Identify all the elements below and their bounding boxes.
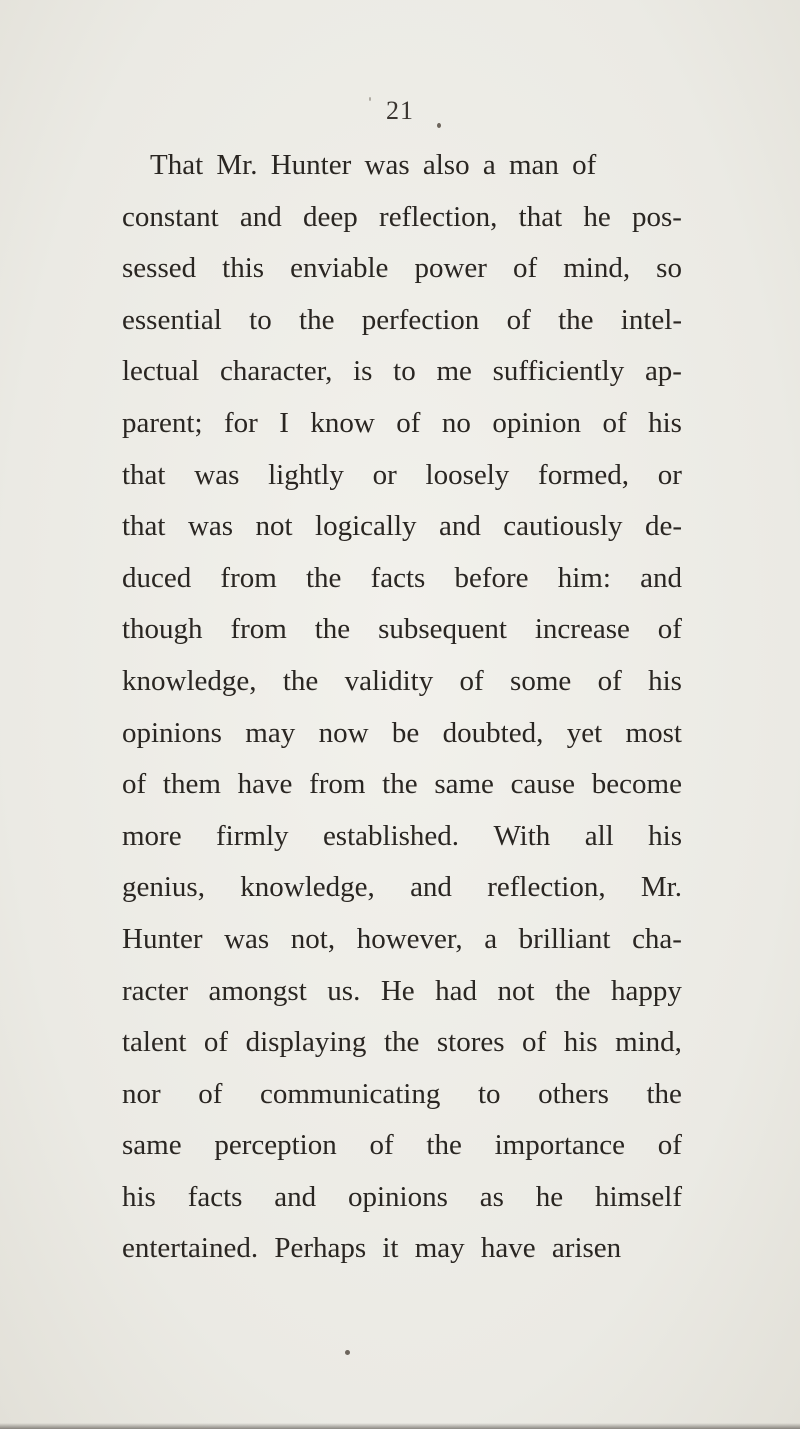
text-line-5: lectual character, is to me sufficiently ap-: [122, 355, 682, 388]
text-line-11: knowledge, the validity of some of his: [122, 664, 682, 697]
text-line-19: nor of communicating to others the: [122, 1077, 682, 1110]
text-line-10: though from the subsequent increase of: [122, 613, 682, 646]
text-line-16: Hunter was not, however, a brilliant cha-: [122, 922, 682, 955]
text-line-1: That Mr. Hunter was also a man of: [150, 149, 597, 181]
text-line-15: genius, knowledge, and reflection, Mr.: [122, 871, 682, 904]
text-line-6: parent; for I know of no opinion of his: [122, 406, 682, 439]
ink-speck: [369, 97, 371, 101]
text-line-7: that was lightly or loosely formed, or: [122, 458, 682, 491]
text-line-12: opinions may now be doubted, yet most: [122, 716, 682, 749]
text-line-17: racter amongst us. He had not the happy: [122, 974, 682, 1007]
text-line-3: sessed this enviable power of mind, so: [122, 252, 682, 285]
body-text: [122, 140, 682, 1275]
text-line-20: same perception of the importance of: [122, 1129, 682, 1162]
text-line-21: his facts and opinions as he himself: [122, 1180, 682, 1213]
text-line-8: that was not logically and cautiously de-: [122, 510, 682, 543]
text-line-14: more firmly established. With all his: [122, 819, 682, 852]
ink-speck: [437, 123, 441, 128]
text-line-4: essential to the perfection of the intel-: [122, 303, 682, 336]
text-line-18: talent of displaying the stores of his mind,: [122, 1026, 682, 1059]
ink-speck: [345, 1350, 350, 1355]
text-line-13: of them have from the same cause become: [122, 768, 682, 801]
page-bottom-edge: [0, 1423, 800, 1429]
text-line-22: entertained. Perhaps it may have arisen: [122, 1232, 622, 1265]
page-number: 21: [386, 96, 414, 125]
text-line-9: duced from the facts before him: and: [122, 561, 682, 594]
text-line-2: constant and deep reflection, that he pos-: [122, 200, 682, 233]
